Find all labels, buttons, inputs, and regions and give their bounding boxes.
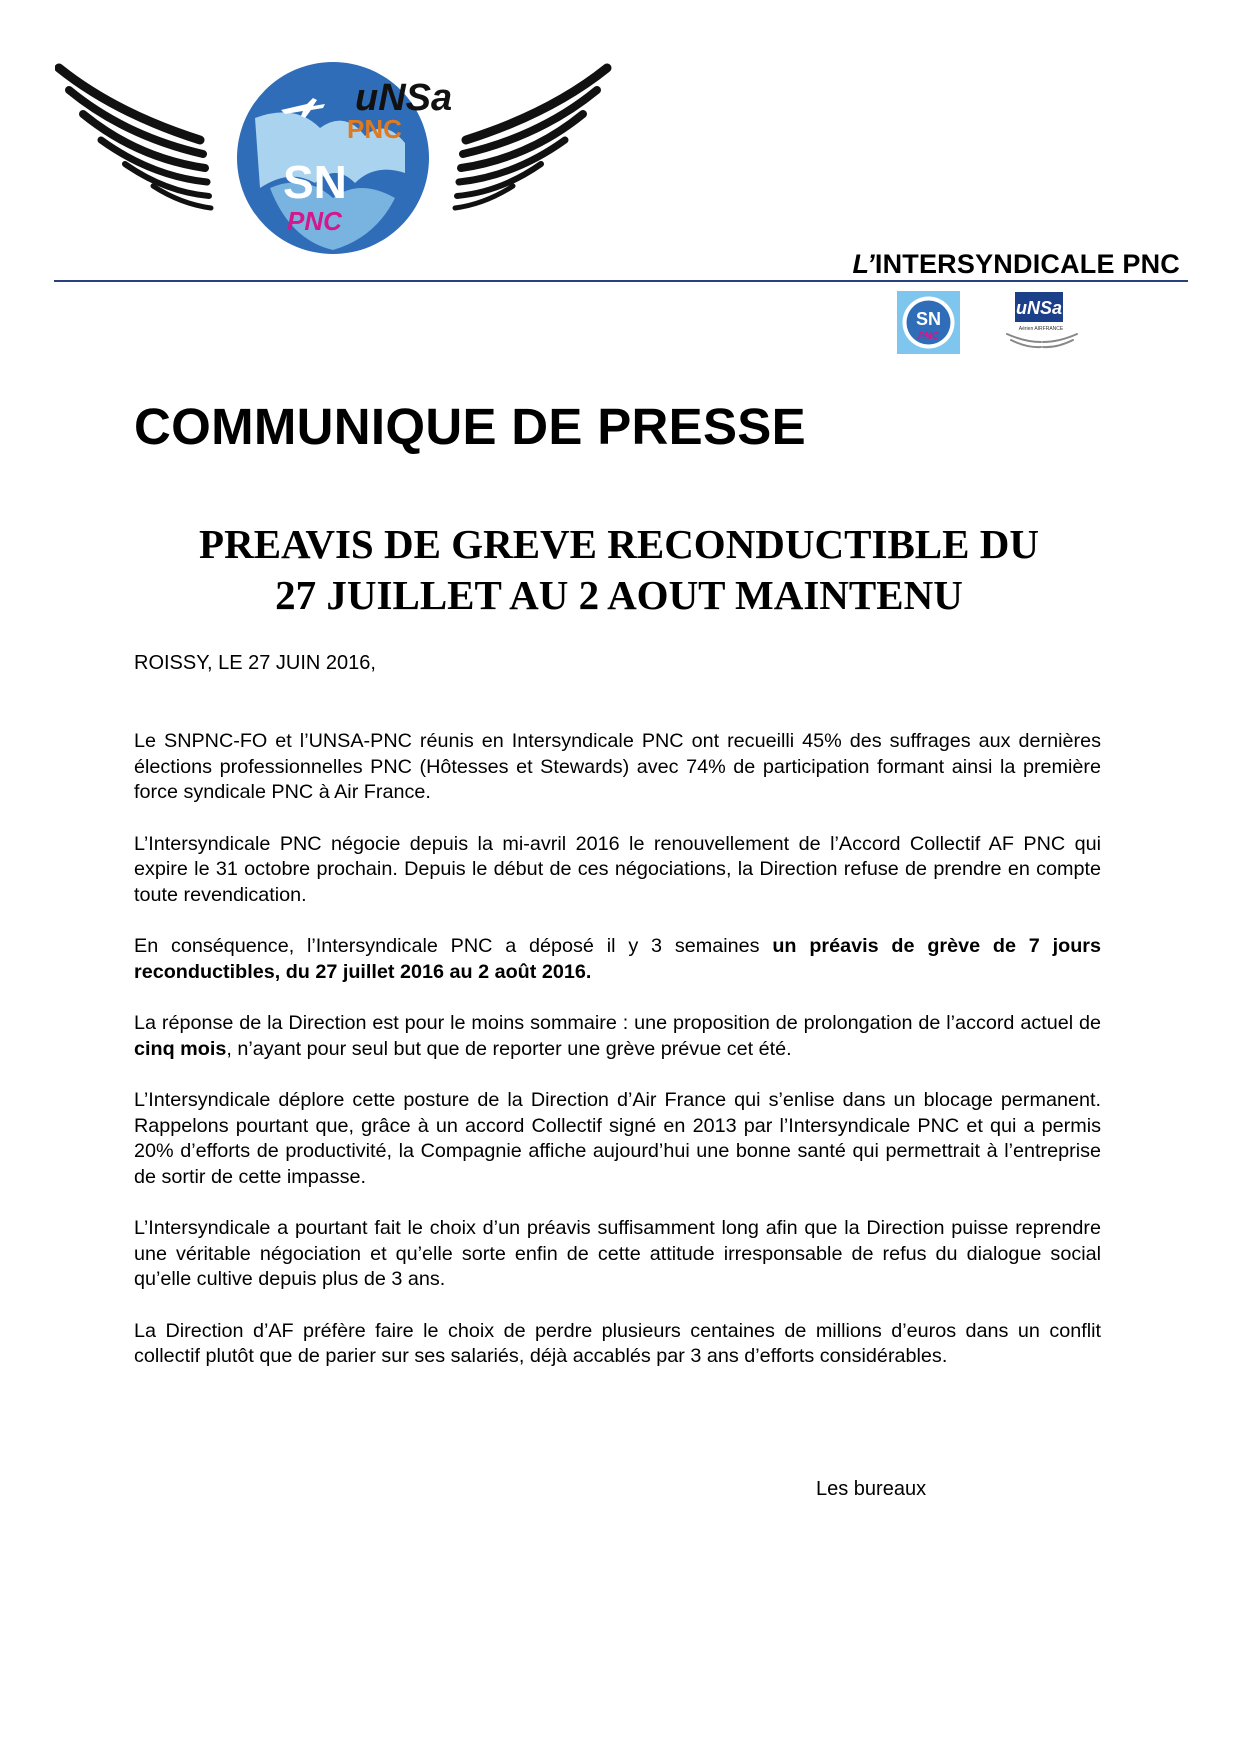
paragraph-4	[134, 1011, 1101, 1062]
dateline: ROISSY, LE 27 JUIN 2016,	[134, 652, 376, 674]
paragraph-4-bold: cinq mois	[134, 1037, 227, 1060]
small-logo-unsa-sub: Aérien AIRFRANCE	[1018, 326, 1064, 332]
header-rule	[54, 280, 1188, 282]
headline-line-1: PREAVIS DE GREVE RECONDUCTIBLE DU	[199, 521, 1039, 567]
logo-pnc-text: PNC	[347, 114, 402, 144]
small-wings-icon	[1007, 334, 1077, 347]
paragraph-1: Le SNPNC-FO et l’UNSA-PNC réunis en Intersyndicale PNC ont recueilli 45% des suffrages aux dernières élections professionnelles PNC (Hôtesses et Stewards) avec 74% de participation formant ainsi la première force syndicale PNC à Air France.	[134, 730, 1101, 803]
org-name-text: INTERSYNDICALE PNC	[874, 249, 1180, 279]
headline	[134, 519, 1104, 621]
wing-right-icon	[455, 68, 607, 208]
small-logo-unsa-text: uNSa	[1015, 298, 1063, 318]
headline-line-2: 27 JUILLET AU 2 AOUT MAINTENU	[275, 572, 963, 618]
paragraph-7: La Direction d’AF préfère faire le choix de perdre plusieurs centaines de millions d’euros dans un conflit collectif plutôt que de parier sur ses salariés, déjà accablés par 3 ans d’efforts considérables.	[134, 1319, 1101, 1367]
unsa-small-logo	[1005, 290, 1085, 354]
paragraph-4-text-b: , n’ayant pour seul but que de reporter une grève prévue cet été.	[226, 1037, 792, 1060]
paragraph-5: L’Intersyndicale déplore cette posture de la Direction d’Air France qui s’enlise dans un blocage permanent. Rappelons pourtant que, grâce à un accord Collectif signé en 2013 par l’Intersyndicale PNC et qui a permis 20% d’efforts de productivité, la Compagnie affiche aujourd’hui une bonne santé qui permettrait à l’entreprise de sortir de cette impasse.	[134, 1089, 1101, 1188]
org-name-prefix: L’	[852, 249, 875, 279]
paragraph-4-text-a: La réponse de la Direction est pour le moins sommaire : une proposition de prolongation de l’accord actuel de	[134, 1012, 1101, 1034]
paragraph-3-text: En conséquence, l’Intersyndicale PNC a déposé il y 3 semaines	[134, 935, 773, 957]
signature: Les bureaux	[816, 1478, 927, 1500]
paragraph-6: L’Intersyndicale a pourtant fait le choix d’un préavis suffisamment long afin que la Direction puisse reprendre une véritable négociation et qu’elle sorte enfin de cette attitude irresponsable de refus du dialogue social qu’elle cultive depuis plus de 3 ans.	[134, 1217, 1101, 1290]
small-logo-sn-text: SN	[915, 309, 942, 329]
logo-unsa-text: uNSa	[355, 77, 453, 119]
document-type-title: COMMUNIQUE DE PRESSE	[134, 398, 806, 455]
org-name	[852, 249, 1180, 280]
paragraph-2: L’Intersyndicale PNC négocie depuis la mi-avril 2016 le renouvellement de l’Accord Collectif AF PNC qui expire le 31 octobre prochain. Depuis le début de ces négociations, la Direction refuse de prendre en compte toute revendication.	[134, 832, 1101, 906]
logo-pnc2-text: PNC	[287, 206, 342, 236]
sn-pnc-small-logo	[897, 291, 960, 354]
body-text	[134, 729, 1101, 1396]
small-logo-sn-pnc-text: PNC	[917, 331, 940, 342]
wing-left-icon	[59, 68, 211, 208]
main-logo	[55, 58, 615, 258]
logo-sn-text: SN	[283, 156, 347, 208]
paragraph-3-bold: un préavis de grève de 7 jours reconductibles, du 27 juillet 2016 au 2 août 2016.	[134, 935, 1101, 983]
paragraph-3	[134, 934, 1101, 985]
